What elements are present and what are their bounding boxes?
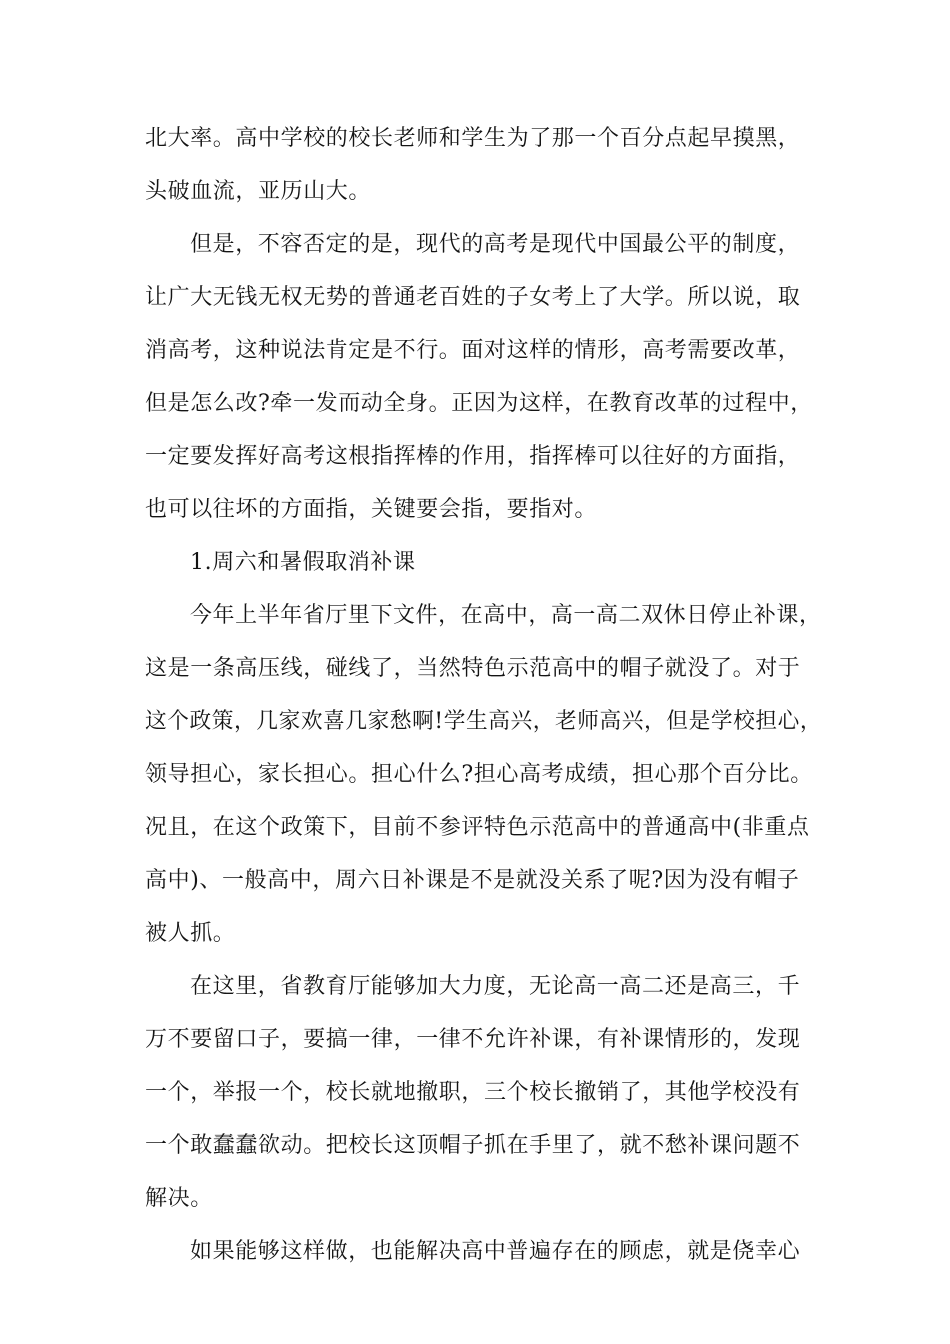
text-line: 头破血流，亚历山大。 bbox=[145, 179, 372, 204]
paragraph-first-line: 但是，不容否定的是，现代的高考是现代中国最公平的制度， bbox=[190, 232, 801, 257]
text-line: 一定要发挥好高考这根指挥棒的作用，指挥棒可以往好的方面指， bbox=[145, 444, 801, 469]
text-line: 解决。 bbox=[145, 1186, 213, 1211]
text-line: 况且，在这个政策下，目前不参评特色示范高中的普通高中(非重点 bbox=[145, 815, 810, 840]
text-line: 让广大无钱无权无势的普通老百姓的子女考上了大学。所以说，取 bbox=[145, 285, 801, 310]
text-line: 一个敢蠢蠢欲动。把校长这顶帽子抓在手里了，就不愁补课问题不 bbox=[145, 1133, 801, 1158]
text-line: 万不要留口子，要搞一律，一律不允许补课，有补课情形的，发现 bbox=[145, 1027, 801, 1052]
text-line: 被人抓。 bbox=[145, 921, 236, 946]
text-line: 一个，举报一个，校长就地撤职，三个校长撤销了，其他学校没有 bbox=[145, 1080, 801, 1105]
paragraph-first-line: 如果能够这样做，也能解决高中普遍存在的顾虑，就是侥幸心 bbox=[190, 1239, 801, 1264]
paragraph-first-line: 在这里，省教育厅能够加大力度，无论高一高二还是高三，千 bbox=[190, 974, 801, 999]
text-line: 消高考，这种说法肯定是不行。面对这样的情形，高考需要改革， bbox=[145, 338, 801, 363]
text-line: 北大率。高中学校的校长老师和学生为了那一个百分点起早摸黑， bbox=[145, 126, 801, 151]
text-line: 这是一条高压线，碰线了，当然特色示范高中的帽子就没了。对于 bbox=[145, 656, 801, 681]
text-line: 这个政策，几家欢喜几家愁啊!学生高兴，老师高兴，但是学校担心， bbox=[145, 709, 823, 734]
paragraph-first-line: 今年上半年省厅里下文件，在高中，高一高二双休日停止补课， bbox=[190, 603, 822, 628]
text-line: 领导担心，家长担心。担心什么?担心高考成绩，担心那个百分比。 bbox=[145, 762, 813, 787]
text-line: 高中)、一般高中，周六日补课是不是就没关系了呢?因为没有帽子 bbox=[145, 868, 800, 893]
text-line: 也可以往坏的方面指，关键要会指，要指对。 bbox=[145, 497, 598, 522]
text-line: 但是怎么改?牵一发而动全身。正因为这样，在教育改革的过程中， bbox=[145, 391, 813, 416]
section-heading: 1.周六和暑假取消补课 bbox=[190, 550, 416, 575]
